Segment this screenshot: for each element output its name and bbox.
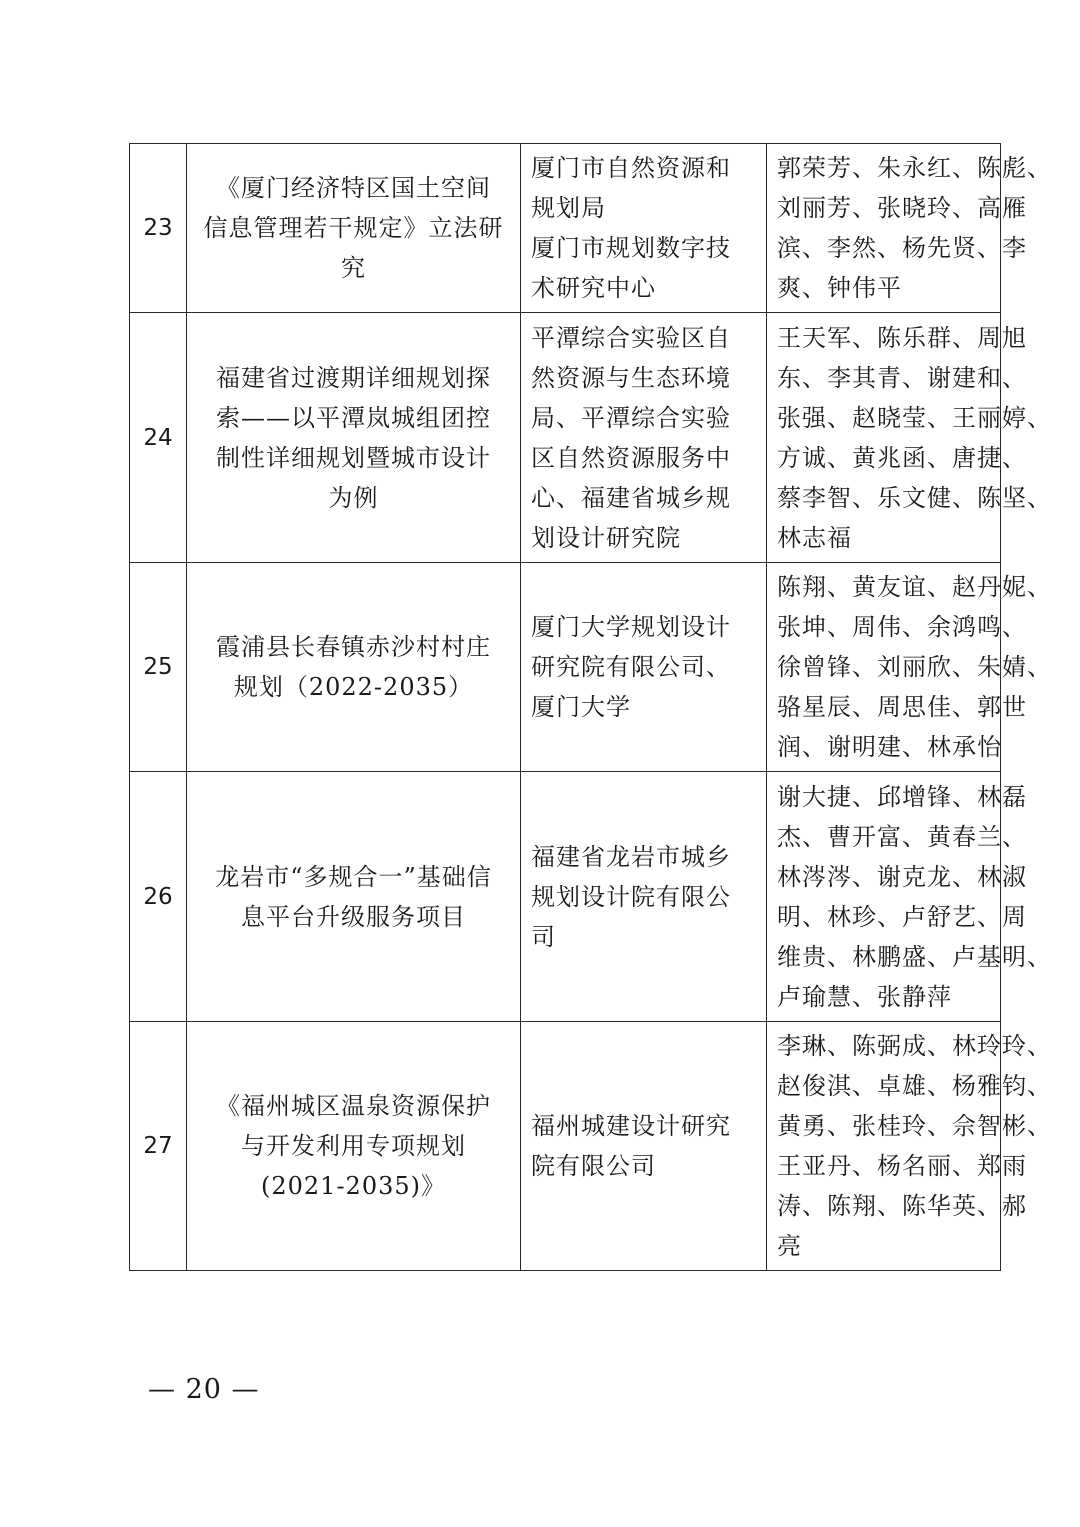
contributors-line: 张强、赵晓莹、王丽婷、 xyxy=(777,403,1052,432)
project-title-line: 息平台升级服务项目 xyxy=(241,902,466,931)
row-number-text: 26 xyxy=(143,883,173,910)
contributors-line: 东、李其青、谢建和、 xyxy=(777,363,1027,392)
table-row xyxy=(130,313,1001,563)
organization-line: 心、福建省城乡规 xyxy=(531,483,731,512)
project-title-line: 制性详细规划暨城市设计 xyxy=(216,443,491,472)
organization-line: 平潭综合实验区自 xyxy=(531,323,731,352)
organization-line: 规划局 xyxy=(531,194,606,222)
contributors-line: 陈翔、黄友谊、赵丹妮、 xyxy=(777,573,1052,601)
row-number xyxy=(130,1022,187,1271)
project-title-line: 福建省过渡期详细规划探 xyxy=(216,363,491,392)
project-title-line: 《福州城区温泉资源保护 xyxy=(216,1092,491,1120)
contributors-line: 蔡李智、乐文健、陈坚、 xyxy=(777,483,1052,512)
organization-line: 厦门市规划数字技 xyxy=(531,234,731,262)
project-title xyxy=(187,313,521,563)
contributors xyxy=(767,563,1052,772)
project-title-line: 《厦门经济特区国土空间 xyxy=(216,174,491,202)
project-title-line: 为例 xyxy=(328,483,379,512)
organization-line: 厦门市自然资源和 xyxy=(531,154,731,182)
row-number-text: 25 xyxy=(143,654,173,680)
contributors-line: 林志福 xyxy=(777,523,852,552)
contributors-line: 润、谢明建、林承怡 xyxy=(777,733,1002,761)
contributors-line: 黄勇、张桂玲、佘智彬、 xyxy=(777,1112,1052,1140)
organization-line: 局、平潭综合实验 xyxy=(531,403,731,432)
organization-line: 厦门大学 xyxy=(531,693,631,721)
project-title-line: (2021-2035)》 xyxy=(261,1172,446,1200)
table-row xyxy=(130,563,1001,772)
organization-line: 厦门大学规划设计 xyxy=(531,613,731,641)
row-number xyxy=(130,144,187,313)
row-number-text: 27 xyxy=(143,1133,173,1159)
organization-line: 划设计研究院 xyxy=(531,523,681,552)
organization-line: 司 xyxy=(531,922,556,951)
organization-line: 福州城建设计研究 xyxy=(531,1112,731,1140)
organization-line: 区自然资源服务中 xyxy=(531,443,731,472)
organization xyxy=(521,772,767,1022)
organization-line: 院有限公司 xyxy=(531,1152,656,1180)
contributors xyxy=(767,144,1052,313)
contributors-line: 卢瑜慧、张静萍 xyxy=(777,982,952,1011)
contributors-line: 明、林珍、卢舒艺、周 xyxy=(777,902,1027,931)
contributors-line: 郭荣芳、朱永红、陈彪、 xyxy=(777,154,1052,182)
project-title-line: 霞浦县长春镇赤沙村村庄 xyxy=(216,633,491,661)
contributors-line: 滨、李然、杨先贤、李 xyxy=(777,234,1027,262)
table-row xyxy=(130,772,1001,1022)
organization xyxy=(521,1022,767,1271)
project-title-line: 规划（2022-2035） xyxy=(233,673,474,701)
award-table xyxy=(129,143,1052,1271)
contributors-line: 张坤、周伟、余鸿鸣、 xyxy=(777,613,1027,641)
contributors-line: 亮 xyxy=(777,1232,802,1260)
table-row xyxy=(130,144,1001,313)
row-number-text: 23 xyxy=(143,215,173,241)
project-title-line: 究 xyxy=(341,254,366,282)
contributors-line: 维贵、林鹏盛、卢基明、 xyxy=(777,942,1052,971)
contributors-line: 骆星辰、周思佳、郭世 xyxy=(777,693,1027,721)
contributors-line: 谢大捷、邱增锋、林磊 xyxy=(777,782,1027,811)
contributors-line: 刘丽芳、张晓玲、高雁 xyxy=(777,194,1027,222)
contributors xyxy=(767,1022,1052,1271)
row-number xyxy=(130,563,187,772)
row-number xyxy=(130,772,187,1022)
organization-line: 然资源与生态环境 xyxy=(531,363,731,392)
contributors-line: 爽、钟伟平 xyxy=(777,274,902,302)
contributors-line: 赵俊淇、卓雄、杨雅钧、 xyxy=(777,1072,1052,1100)
organization xyxy=(521,313,767,563)
organization xyxy=(521,144,767,313)
organization-line: 规划设计院有限公 xyxy=(531,882,731,911)
organization-line: 研究院有限公司、 xyxy=(531,653,731,681)
project-title xyxy=(187,563,521,772)
row-number-text: 24 xyxy=(143,424,173,451)
page-number: — 20 — xyxy=(148,1374,260,1405)
project-title-line: 信息管理若干规定》立法研 xyxy=(203,214,504,242)
contributors-line: 涛、陈翔、陈华英、郝 xyxy=(777,1192,1027,1220)
contributors-line: 王天军、陈乐群、周旭 xyxy=(777,323,1027,352)
contributors xyxy=(767,772,1052,1022)
project-title-line: 与开发利用专项规划 xyxy=(241,1132,466,1160)
project-title-line: 龙岩市“多规合一”基础信 xyxy=(215,862,492,891)
organization-line: 术研究中心 xyxy=(531,274,656,302)
project-title xyxy=(187,1022,521,1271)
contributors-line: 王亚丹、杨名丽、郑雨 xyxy=(777,1152,1027,1180)
contributors-line: 杰、曹开富、黄春兰、 xyxy=(777,822,1027,851)
contributors-line: 李琳、陈弼成、林玲玲、 xyxy=(777,1032,1052,1060)
project-title xyxy=(187,144,521,313)
organization xyxy=(521,563,767,772)
organization-line: 福建省龙岩市城乡 xyxy=(531,842,731,871)
project-title xyxy=(187,772,521,1022)
contributors-line: 方诚、黄兆函、唐捷、 xyxy=(777,443,1027,472)
contributors-line: 林涔涔、谢克龙、林淑 xyxy=(777,862,1027,891)
row-number xyxy=(130,313,187,563)
contributors-line: 徐曾锋、刘丽欣、朱婧、 xyxy=(777,653,1052,681)
project-title-line: 索——以平潭岚城组团控 xyxy=(216,403,491,432)
contributors xyxy=(767,313,1052,563)
table-row xyxy=(130,1022,1001,1271)
